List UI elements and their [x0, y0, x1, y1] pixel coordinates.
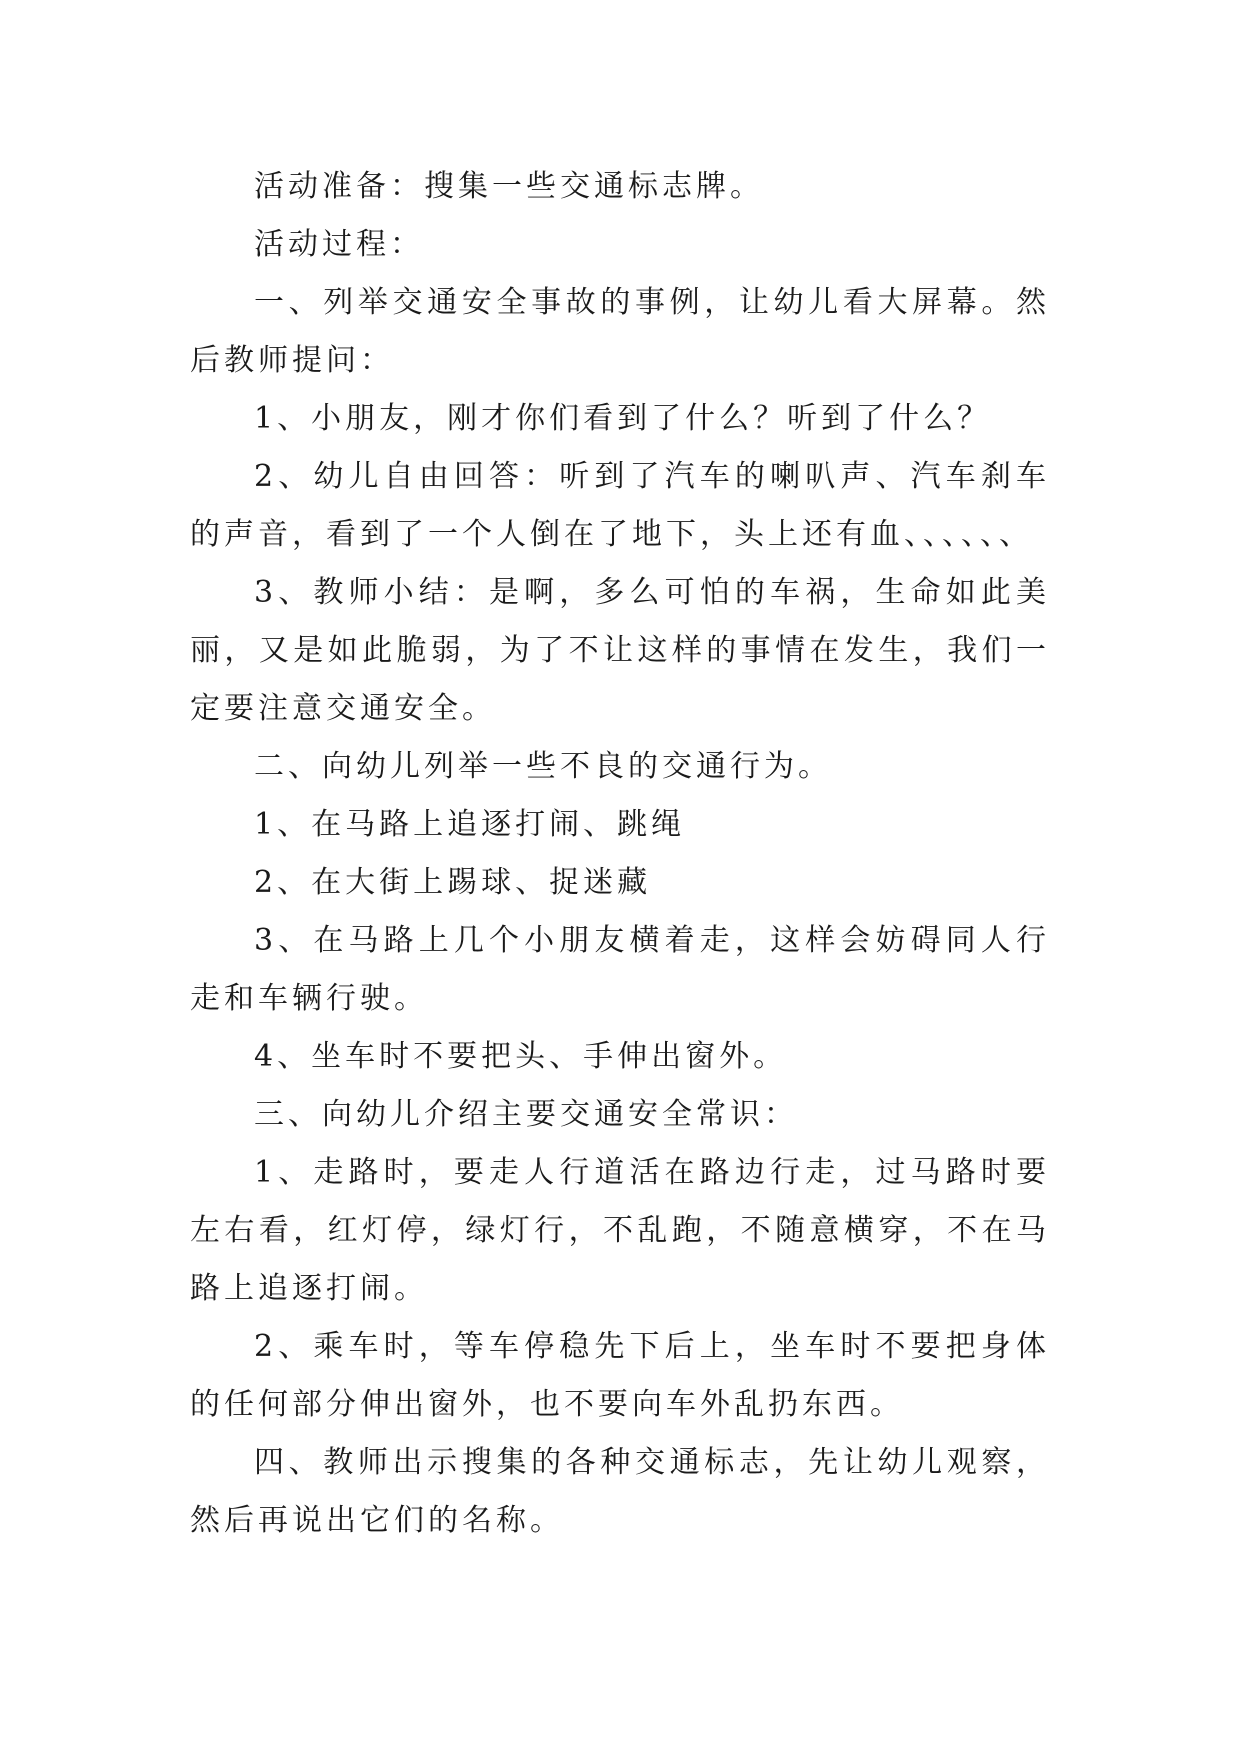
paragraph-item: 2、乘车时，等车停稳先下后上，坐车时不要把身体的任何部分伸出窗外，也不要向车外乱扔东西。 [190, 1329, 1050, 1422]
paragraph-item: 4、坐车时不要把头、手伸出窗外。 [254, 1039, 788, 1074]
paragraph-item: 3、在马路上几个小朋友横着走，这样会妨碍同人行走和车辆行驶。 [190, 923, 1050, 1016]
paragraph-activity-preparation: 活动准备：搜集一些交通标志牌。 [254, 169, 764, 204]
paragraph-item: 1、小朋友，刚才你们看到了什么？听到了什么？ [254, 401, 992, 436]
paragraph-item: 3、教师小结：是啊，多么可怕的车祸，生命如此美丽，又是如此脆弱，为了不让这样的事情在发生，我们一定要注意交通安全。 [190, 575, 1050, 726]
paragraph-activity-process: 活动过程： [254, 227, 424, 262]
paragraph-section-three: 三、向幼儿介绍主要交通安全常识： [254, 1097, 798, 1132]
paragraph-section-four: 四、教师出示搜集的各种交通标志，先让幼儿观察，然后再说出它们的名称。 [190, 1445, 1050, 1538]
paragraph-item: 2、幼儿自由回答：听到了汽车的喇叭声、汽车刹车的声音，看到了一个人倒在了地下，头上还有血、、、、、、 [190, 459, 1050, 552]
document-body [190, 158, 1050, 1550]
paragraph-item: 2、在大街上踢球、捉迷藏 [254, 865, 652, 900]
paragraph-item: 1、在马路上追逐打闹、跳绳 [254, 807, 686, 842]
paragraph-section-one: 一、列举交通安全事故的事例，让幼儿看大屏幕。然后教师提问： [190, 285, 1050, 378]
paragraph-section-two: 二、向幼儿列举一些不良的交通行为。 [254, 749, 832, 784]
paragraph-item: 1、走路时，要走人行道活在路边行走，过马路时要左右看，红灯停，绿灯行，不乱跑，不随意横穿，不在马路上追逐打闹。 [190, 1155, 1050, 1306]
